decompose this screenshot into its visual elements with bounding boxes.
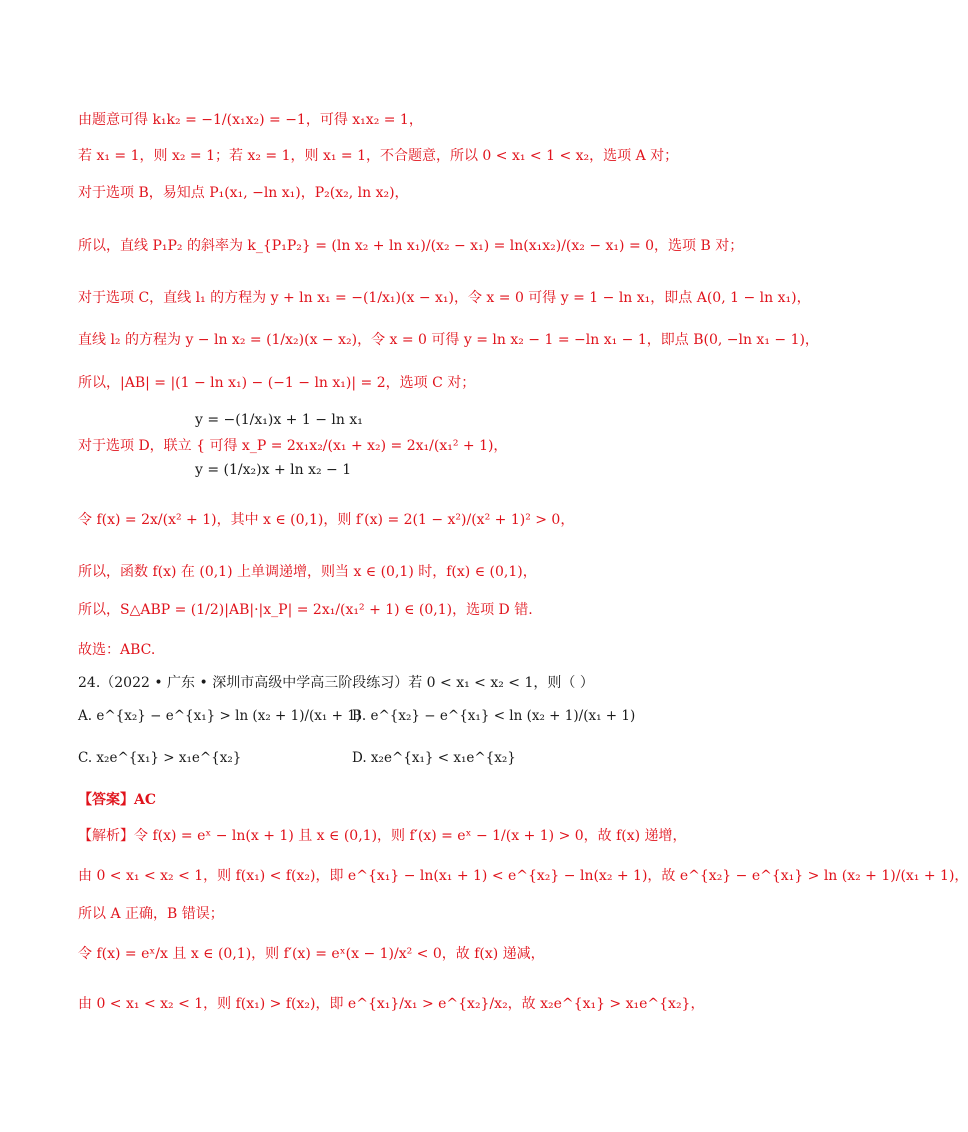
option-d: D. x₂e^{x₁} < x₁e^{x₂} bbox=[352, 750, 516, 766]
question-24-stem: 24.（2022 • 广东 • 深圳市高级中学高三阶段练习）若 0 < x₁ < x₂ < 1，则（ ） bbox=[78, 675, 594, 691]
solution-line-1: 由题意可得 k₁k₂ = −1/(x₁x₂) = −1，可得 x₁x₂ = 1， bbox=[78, 112, 423, 128]
solution-line-6: 直线 l₂ 的方程为 y − ln x₂ = (1/x₂)(x − x₂)，令 x = 0 可得 y = ln x₂ − 1 = −ln x₁ − 1，即点 B(0, −ln x₁ − 1)， bbox=[78, 332, 819, 348]
solution-line-5: 对于选项 C，直线 l₁ 的方程为 y + ln x₁ = −(1/x₁)(x − x₁)，令 x = 0 可得 y = 1 − ln x₁，即点 A(0, 1 − ln x₁)， bbox=[78, 290, 811, 306]
solution-line-4: 所以，直线 P₁P₂ 的斜率为 k_{P₁P₂} = (ln x₂ + ln x₁)/(x₂ − x₁) = ln(x₁x₂)/(x₂ − x₁) = 0，选项 B 对； bbox=[78, 238, 744, 254]
option-c: C. x₂e^{x₁} > x₁e^{x₂} bbox=[78, 750, 242, 766]
solution-line-2: 若 x₁ = 1，则 x₂ = 1；若 x₂ = 1，则 x₁ = 1，不合题意，所以 0 < x₁ < 1 < x₂，选项 A 对； bbox=[78, 148, 679, 164]
option-b: B. e^{x₂} − e^{x₁} < ln (x₂ + 1)/(x₁ + 1) bbox=[352, 708, 636, 724]
analysis-line-2: 由 0 < x₁ < x₂ < 1，则 f(x₁) < f(x₂)，即 e^{x₁} − ln(x₁ + 1) < e^{x₂} − ln(x₂ + 1)，故 e^{x₂} − e^{x₁} > ln (x₂ + 1)/(x₁ + 1)， bbox=[78, 868, 968, 884]
solution-line-12: 故选：ABC. bbox=[78, 642, 156, 658]
system-equation-2: y = (1/x₂)x + ln x₂ − 1 bbox=[195, 462, 352, 478]
option-a: A. e^{x₂} − e^{x₁} > ln (x₂ + 1)/(x₁ + 1) bbox=[78, 708, 362, 724]
solution-line-11: 所以，S△ABP = (1/2)|AB|·|x_P| = 2x₁/(x₁² + 1) ∈ (0,1)，选项 D 错. bbox=[78, 602, 533, 618]
analysis-line-5: 由 0 < x₁ < x₂ < 1，则 f(x₁) > f(x₂)，即 e^{x₁}/x₁ > e^{x₂}/x₂，故 x₂e^{x₁} > x₁e^{x₂}， bbox=[78, 996, 705, 1012]
answer-label: 【答案】AC bbox=[78, 792, 157, 808]
solution-line-8: 对于选项 D，联立 { 可得 x_P = 2x₁x₂/(x₁ + x₂) = 2x₁/(x₁² + 1)， bbox=[78, 438, 508, 454]
solution-line-3: 对于选项 B，易知点 P₁(x₁, −ln x₁)，P₂(x₂, ln x₂)， bbox=[78, 185, 409, 201]
analysis-line-3: 所以 A 正确，B 错误； bbox=[78, 906, 224, 922]
analysis-line-1: 【解析】令 f(x) = eˣ − ln(x + 1) 且 x ∈ (0,1)，则 f′(x) = eˣ − 1/(x + 1) > 0，故 f(x) 递增， bbox=[78, 828, 687, 844]
solution-line-7: 所以，|AB| = |(1 − ln x₁) − (−1 − ln x₁)| = 2，选项 C 对； bbox=[78, 375, 476, 391]
solution-line-10: 所以，函数 f(x) 在 (0,1) 上单调递增，则当 x ∈ (0,1) 时，f(x) ∈ (0,1)， bbox=[78, 564, 537, 580]
system-equation-1: y = −(1/x₁)x + 1 − ln x₁ bbox=[195, 412, 363, 428]
solution-line-9: 令 f(x) = 2x/(x² + 1)，其中 x ∈ (0,1)，则 f′(x) = 2(1 − x²)/(x² + 1)² > 0， bbox=[78, 512, 575, 528]
analysis-line-4: 令 f(x) = eˣ/x 且 x ∈ (0,1)，则 f′(x) = eˣ(x − 1)/x² < 0，故 f(x) 递减， bbox=[78, 946, 545, 962]
